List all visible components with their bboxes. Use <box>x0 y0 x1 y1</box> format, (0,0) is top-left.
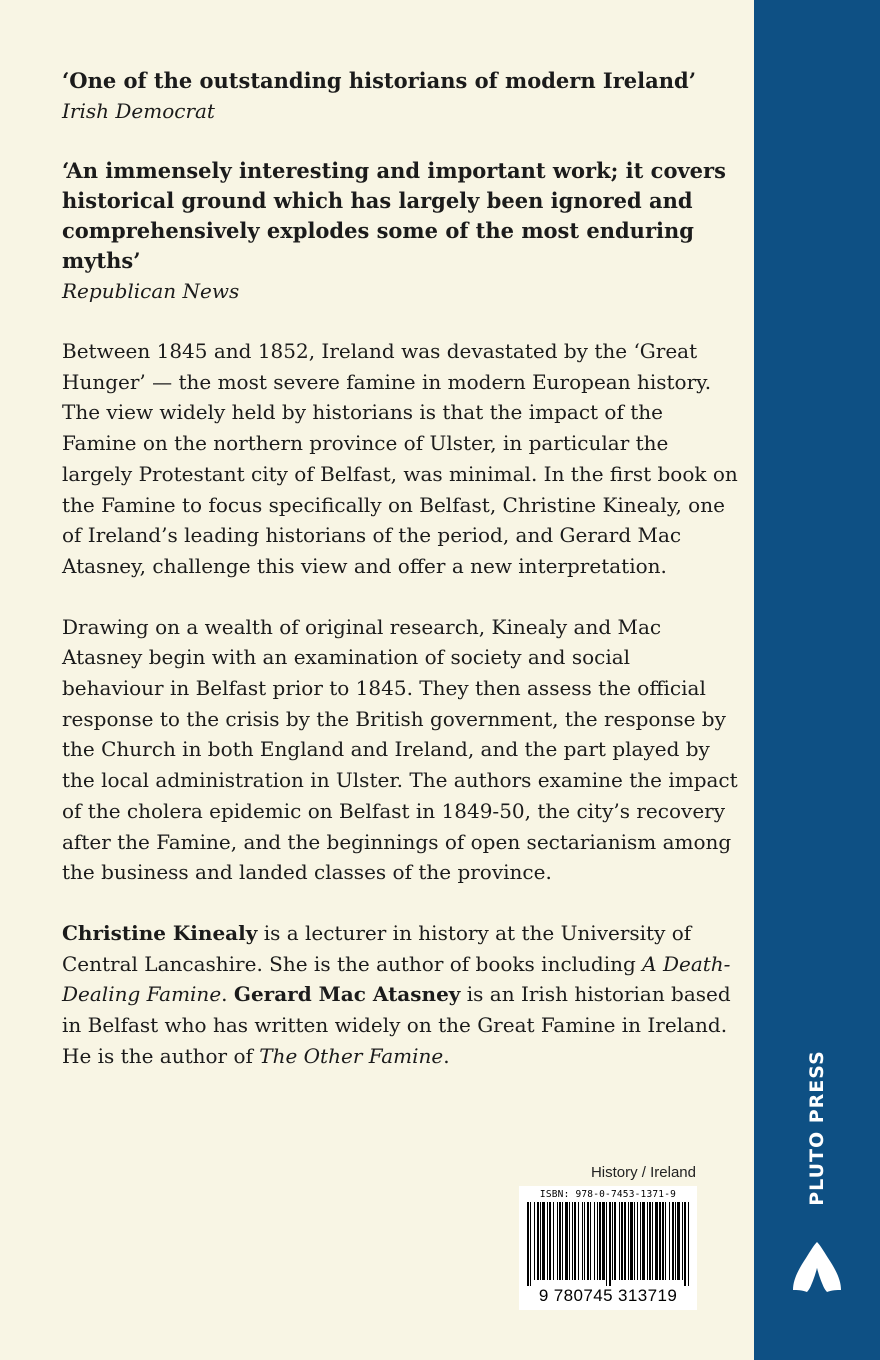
quote-text: ‘An immensely interesting and important work; it covers historical ground which has largely been ignored and comprehensively explodes some of the most enduring myths’ <box>62 158 726 273</box>
barcode-bar <box>649 1202 651 1280</box>
barcode-bar <box>669 1202 670 1280</box>
author-name: Christine Kinealy <box>62 920 258 945</box>
barcode-bar <box>569 1202 570 1280</box>
barcode-bar <box>619 1202 620 1280</box>
barcode-bar <box>659 1202 661 1280</box>
isbn-label: ISBN: 978-0-7453-1371-9 <box>539 1189 677 1200</box>
barcode-bar <box>553 1202 554 1280</box>
barcode-bar <box>559 1202 561 1280</box>
barcode-bar <box>630 1202 633 1280</box>
author-name: Gerard Mac Atasney <box>233 982 461 1007</box>
barcode-bar <box>672 1202 674 1280</box>
description-paragraph-1: Between 1845 and 1852, Ireland was devastated by the ‘Great Hunger’ — the most severe famine in modern European history. The view widely held by historians is that the impact of the Famine on the northern province of Ulster, in particular the largely Protestant city of Belfast, was minimal. In the first book on the Famine to focus specifically on Belfast, Christine Kinealy, one of Ireland’s leading historians of the period, and Gerard Mac Atasney, challenge this view and offer a new interpretation. <box>62 339 738 578</box>
barcode-bar <box>587 1202 589 1280</box>
barcode-bar <box>628 1202 629 1280</box>
barcode-bar <box>624 1202 626 1280</box>
barcode-bar <box>527 1202 529 1286</box>
quote-source: Irish Democrat <box>62 99 215 123</box>
barcode-bar <box>574 1202 576 1280</box>
barcode-bar <box>599 1202 601 1280</box>
author-bio: Christine Kinealy is a lecturer in history at the University of Central Lancashire. She is the author of books including A Death-Dealing Famine. Gerard Mac Atasney is an Irish historian based in Belfast who has written widely on the Great Famine in Ireland. He is the author of The Other Famine. <box>62 920 731 1068</box>
barcode-bar <box>614 1202 616 1280</box>
barcode-bar <box>675 1202 676 1280</box>
barcode-bar <box>582 1202 583 1280</box>
publisher-name: PLUTO PRESS <box>806 1050 828 1206</box>
barcode-bar <box>557 1202 558 1280</box>
barcode-bar <box>530 1202 531 1286</box>
pluto-press-logo-icon <box>787 1240 847 1296</box>
book-title: The Other Famine <box>259 1043 444 1068</box>
barcode-bar <box>578 1202 579 1280</box>
barcode-bar <box>547 1202 548 1280</box>
barcode-bar <box>534 1202 535 1280</box>
barcode-bar <box>652 1202 653 1280</box>
barcode-bar <box>549 1202 551 1280</box>
barcode-bar <box>665 1202 666 1280</box>
barcode-bar <box>562 1202 563 1280</box>
barcode-bar <box>584 1202 585 1280</box>
barcode-bar <box>655 1202 658 1280</box>
back-cover-text <box>62 66 738 1071</box>
barcode-bar <box>677 1202 680 1280</box>
barcode-bar <box>688 1202 689 1286</box>
barcode-bar <box>647 1202 648 1280</box>
category-label: History / Ireland <box>590 1164 696 1181</box>
review-quote-1 <box>62 66 738 126</box>
barcode-bar <box>612 1202 613 1280</box>
barcode-bar <box>602 1202 605 1280</box>
book-title: A Death-Dealing Famine <box>62 951 731 1007</box>
barcode-bar <box>542 1202 545 1280</box>
barcode-bar <box>682 1202 683 1280</box>
barcode-bar <box>640 1202 641 1280</box>
barcode-bar <box>621 1202 623 1280</box>
barcode-bar <box>594 1202 595 1280</box>
barcode-bar <box>537 1202 539 1280</box>
barcode-bar <box>642 1202 645 1280</box>
quote-source: Republican News <box>62 279 240 303</box>
quote-text: ‘One of the outstanding historians of modern Ireland’ <box>62 68 697 93</box>
barcode <box>519 1186 697 1310</box>
barcode-bar <box>606 1202 607 1286</box>
review-quote-2 <box>62 156 738 306</box>
barcode-bar <box>597 1202 598 1280</box>
barcode-bar <box>609 1202 611 1286</box>
barcode-bar <box>540 1202 541 1280</box>
barcode-icon <box>525 1202 691 1286</box>
barcode-bar <box>565 1202 568 1280</box>
barcode-bar <box>662 1202 664 1280</box>
barcode-bar <box>572 1202 573 1280</box>
barcode-bar <box>637 1202 638 1280</box>
isbn-digits: 9 780745 313719 <box>538 1286 678 1305</box>
barcode-bar <box>684 1202 686 1286</box>
description-paragraph-2: Drawing on a wealth of original research, Kinealy and Mac Atasney begin with an examination of society and social behaviour in Belfast prior to 1845. They then assess the official response to the crisis by the British government, the response by the Church in both England and Ireland, and the part played by the local administration in Ulster. The authors examine the impact of the cholera epidemic on Belfast in 1849-50, the city’s recovery after the Famine, and the beginnings of open sectarianism among the business and landed classes of the province. <box>62 614 738 885</box>
barcode-bar <box>590 1202 591 1280</box>
barcode-bar <box>634 1202 635 1280</box>
